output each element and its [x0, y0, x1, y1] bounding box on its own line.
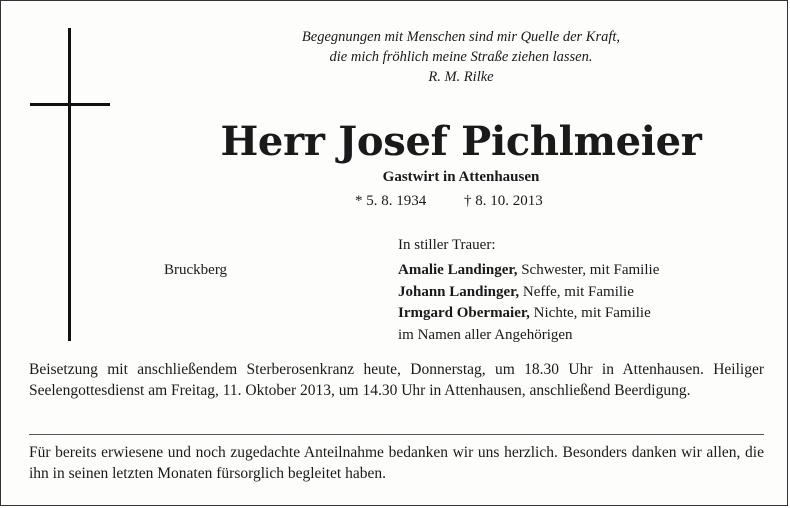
mourners-closing: im Namen aller Angehörigen [398, 326, 573, 343]
mourner-name: Irmgard Obermaier, [398, 305, 530, 321]
quote [201, 27, 721, 87]
deceased-occupation: Gastwirt in Attenhausen [382, 169, 540, 185]
mourner-row [398, 260, 659, 282]
cross-icon-bar [30, 103, 110, 106]
divider [29, 434, 764, 435]
mourners-list [398, 260, 659, 346]
life-dates [355, 191, 543, 211]
deceased-name: Herr Josef Pichlmeier [220, 118, 702, 165]
quote-line: Begegnungen mit Menschen sind mir Quelle der Kraft, [301, 29, 621, 45]
mourner-relation: Schwester, mit Familie [517, 262, 660, 278]
mourner-relation: Nichte, mit Familie [529, 305, 651, 321]
mourning-place: Bruckberg [164, 262, 228, 278]
mourner-name: Johann Landinger, [398, 283, 520, 300]
birth-date: * 5. 8. 1934 [355, 193, 427, 209]
mourning-heading: In stiller Trauer: [398, 237, 496, 253]
thanks-text: Für bereits erwiesene und noch zugedachte Anteilnahme bedanken wir uns herzlich. Besonders danken wir allen, die ihn in seinen letzten Monaten fürsorglich begleitet haben. [29, 444, 764, 482]
mourner-name: Amalie Landinger, [398, 262, 518, 278]
mourner-row [398, 282, 659, 304]
cross-icon [68, 28, 71, 341]
mourner-row [398, 303, 659, 325]
quote-author: R. M. Rilke [428, 69, 494, 85]
mourner-relation: Neffe, mit Familie [519, 283, 634, 300]
death-date: † 8. 10. 2013 [464, 193, 543, 209]
funeral-details: Beisetzung mit anschließendem Sterberosenkranz heute, Donnerstag, um 18.30 Uhr in Attenhausen. Heiliger Seelengottesdienst am Freitag, 11. Oktober 2013, um 14.30 Uhr in Attenhausen, anschließend Beerdigung. [29, 361, 764, 399]
quote-line: die mich fröhlich meine Straße ziehen lassen. [329, 49, 593, 65]
